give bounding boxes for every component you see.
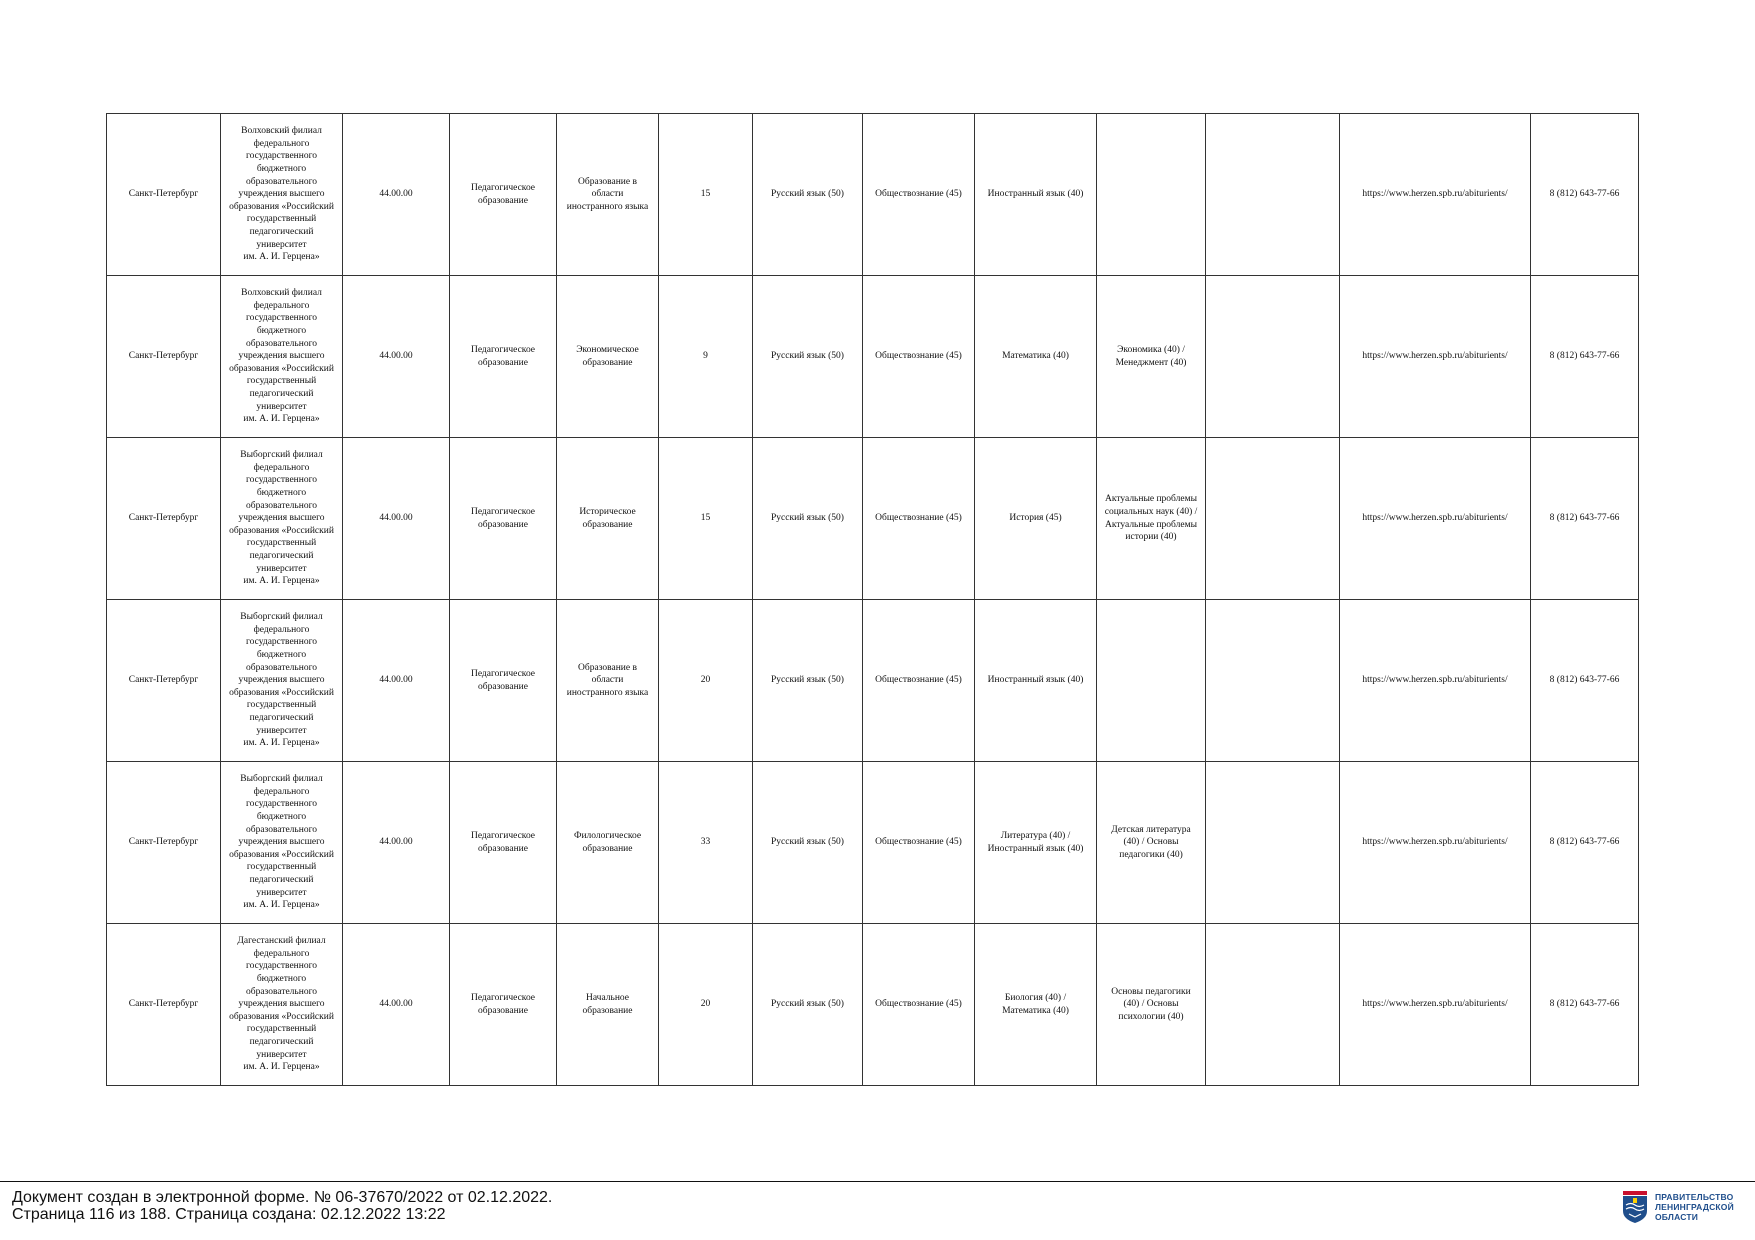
exam2-text: Обществознание (45) [875, 837, 962, 848]
cell-exam3 [975, 438, 1097, 600]
table-row [107, 600, 1639, 762]
government-logo [1623, 1191, 1734, 1223]
exam1-text: Русский язык (50) [771, 675, 844, 686]
phone-text: 8 (812) 643-77-66 [1549, 189, 1620, 200]
code-text: 44.00.00 [379, 999, 413, 1010]
exam4-text: Основы педагогики (40) / Основы психологии (40) [1111, 986, 1191, 1022]
cell-url [1340, 114, 1531, 276]
cell-code [343, 924, 450, 1086]
url-text[interactable]: https://www.herzen.spb.ru/abiturients/ [1362, 999, 1508, 1010]
exam1-text: Русский язык (50) [771, 189, 844, 200]
table-row [107, 276, 1639, 438]
exam3-text: История (45) [1009, 513, 1062, 524]
cell-phone [1531, 600, 1639, 762]
admissions-table [106, 113, 1639, 1086]
exam2-text: Обществознание (45) [875, 513, 962, 524]
phone-text: 8 (812) 643-77-66 [1549, 351, 1620, 362]
field-text: Педагогическое образование [470, 344, 536, 368]
cell-exam2 [863, 600, 975, 762]
cell-code [343, 438, 450, 600]
phone-text: 8 (812) 643-77-66 [1549, 513, 1620, 524]
cell-exam3 [975, 114, 1097, 276]
document-footer [12, 1189, 552, 1223]
cell-exam1 [753, 438, 863, 600]
places-text: 33 [700, 837, 711, 848]
exam2-text: Обществознание (45) [875, 675, 962, 686]
city-text: Санкт-Петербург [128, 837, 199, 848]
code-text: 44.00.00 [379, 675, 413, 686]
code-text: 44.00.00 [379, 351, 413, 362]
cell-field [450, 438, 557, 600]
cell-exam1 [753, 762, 863, 924]
cell-places [659, 114, 753, 276]
table-body [107, 114, 1639, 1086]
coat-of-arms-icon [1623, 1191, 1647, 1223]
cell-city [107, 276, 221, 438]
institution-text: Выборгский филиал федерального государственного бюджетного образовательного учреждения высшего образования «Российский государственный педагогический университет им. А. И. Герцена» [229, 450, 334, 587]
cell-exam3 [975, 600, 1097, 762]
city-text: Санкт-Петербург [128, 351, 199, 362]
cell-code [343, 114, 450, 276]
cell-exam1 [753, 276, 863, 438]
url-text[interactable]: https://www.herzen.spb.ru/abiturients/ [1362, 675, 1508, 686]
institution-text: Волховский филиал федерального государственного бюджетного образовательного учреждения высшего образования «Российский государственный педагогический университет им. А. И. Герцена» [229, 288, 334, 425]
field-text: Педагогическое образование [470, 182, 536, 206]
exam3-text: Математика (40) [1002, 351, 1069, 362]
code-text: 44.00.00 [379, 837, 413, 848]
program-text: Экономическое образование [576, 344, 639, 368]
cell-exam3 [975, 762, 1097, 924]
field-text: Педагогическое образование [470, 830, 536, 854]
places-text: 20 [700, 999, 711, 1010]
cell-exam4 [1097, 762, 1206, 924]
cell-extra [1206, 114, 1340, 276]
cell-phone [1531, 762, 1639, 924]
cell-exam2 [863, 438, 975, 600]
code-text: 44.00.00 [379, 513, 413, 524]
cell-city [107, 114, 221, 276]
cell-city [107, 762, 221, 924]
city-text: Санкт-Петербург [128, 999, 199, 1010]
cell-program [557, 114, 659, 276]
cell-institution [221, 924, 343, 1086]
cell-field [450, 600, 557, 762]
exam4-text: Детская литература (40) / Основы педагогики (40) [1111, 824, 1191, 860]
cell-phone [1531, 114, 1639, 276]
cell-field [450, 276, 557, 438]
cell-program [557, 924, 659, 1086]
cell-code [343, 762, 450, 924]
cell-code [343, 600, 450, 762]
cell-exam4 [1097, 438, 1206, 600]
places-text: 9 [703, 351, 708, 362]
cell-field [450, 924, 557, 1086]
cell-program [557, 276, 659, 438]
cell-city [107, 438, 221, 600]
places-text: 20 [700, 675, 711, 686]
field-text: Педагогическое образование [470, 668, 536, 692]
exam1-text: Русский язык (50) [771, 351, 844, 362]
cell-url [1340, 276, 1531, 438]
url-text[interactable]: https://www.herzen.spb.ru/abiturients/ [1362, 513, 1508, 524]
exam3-text: Иностранный язык (40) [987, 675, 1084, 686]
cell-exam1 [753, 600, 863, 762]
logo-line-2: ЛЕНИНГРАДСКОЙ [1655, 1202, 1734, 1212]
cell-extra [1206, 600, 1340, 762]
cell-code [343, 276, 450, 438]
code-text: 44.00.00 [379, 189, 413, 200]
cell-places [659, 600, 753, 762]
cell-program [557, 438, 659, 600]
phone-text: 8 (812) 643-77-66 [1549, 675, 1620, 686]
cell-exam2 [863, 114, 975, 276]
program-text: Филологическое образование [573, 830, 642, 854]
table-row [107, 924, 1639, 1086]
places-text: 15 [700, 189, 711, 200]
phone-text: 8 (812) 643-77-66 [1549, 837, 1620, 848]
cell-url [1340, 762, 1531, 924]
table-row [107, 762, 1639, 924]
cell-url [1340, 600, 1531, 762]
logo-line-3: ОБЛАСТИ [1655, 1212, 1699, 1222]
cell-url [1340, 924, 1531, 1086]
cell-field [450, 114, 557, 276]
cell-places [659, 762, 753, 924]
cell-institution [221, 600, 343, 762]
cell-program [557, 600, 659, 762]
exam1-text: Русский язык (50) [771, 513, 844, 524]
cell-institution [221, 438, 343, 600]
program-text: Историческое образование [579, 506, 636, 530]
cell-exam3 [975, 276, 1097, 438]
cell-institution [221, 276, 343, 438]
logo-text [1655, 1192, 1734, 1222]
cell-extra [1206, 762, 1340, 924]
cell-exam2 [863, 762, 975, 924]
footer-page-info: Страница 116 из 188. Страница создана: 02.12.2022 13:22 [12, 1206, 446, 1223]
field-text: Педагогическое образование [470, 992, 536, 1016]
places-text: 15 [700, 513, 711, 524]
cell-exam2 [863, 924, 975, 1086]
footer-document-info: Документ создан в электронной форме. № 06-37670/2022 от 02.12.2022. [12, 1189, 553, 1206]
cell-extra [1206, 924, 1340, 1086]
cell-exam3 [975, 924, 1097, 1086]
cell-exam4 [1097, 600, 1206, 762]
cell-phone [1531, 924, 1639, 1086]
logo-line-1: ПРАВИТЕЛЬСТВО [1655, 1192, 1734, 1202]
table-row [107, 114, 1639, 276]
exam4-text: Актуальные проблемы социальных наук (40) / Актуальные проблемы истории (40) [1104, 494, 1198, 543]
exam3-text: Литература (40) / Иностранный язык (40) [987, 830, 1084, 854]
exam1-text: Русский язык (50) [771, 999, 844, 1010]
url-text[interactable]: https://www.herzen.spb.ru/abiturients/ [1362, 189, 1508, 200]
exam1-text: Русский язык (50) [771, 837, 844, 848]
exam3-text: Иностранный язык (40) [987, 189, 1084, 200]
phone-text: 8 (812) 643-77-66 [1549, 999, 1620, 1010]
exam2-text: Обществознание (45) [875, 999, 962, 1010]
city-text: Санкт-Петербург [128, 513, 199, 524]
institution-text: Волховский филиал федерального государственного бюджетного образовательного учреждения высшего образования «Российский государственный педагогический университет им. А. И. Герцена» [229, 126, 334, 263]
field-text: Педагогическое образование [470, 506, 536, 530]
exam4-text: Экономика (40) / Менеджмент (40) [1115, 344, 1187, 368]
exam3-text: Биология (40) / Математика (40) [1002, 992, 1069, 1016]
cell-extra [1206, 438, 1340, 600]
cell-exam2 [863, 276, 975, 438]
program-text: Образование в области иностранного языка [566, 176, 649, 212]
url-text[interactable]: https://www.herzen.spb.ru/abiturients/ [1362, 837, 1508, 848]
cell-city [107, 600, 221, 762]
institution-text: Выборгский филиал федерального государственного бюджетного образовательного учреждения высшего образования «Российский государственный педагогический университет им. А. И. Герцена» [229, 774, 334, 911]
institution-text: Выборгский филиал федерального государственного бюджетного образовательного учреждения высшего образования «Российский государственный педагогический университет им. А. И. Герцена» [229, 612, 334, 749]
program-text: Начальное образование [582, 992, 633, 1016]
cell-url [1340, 438, 1531, 600]
cell-exam1 [753, 924, 863, 1086]
cell-program [557, 762, 659, 924]
city-text: Санкт-Петербург [128, 675, 199, 686]
cell-phone [1531, 438, 1639, 600]
exam2-text: Обществознание (45) [875, 351, 962, 362]
cell-places [659, 438, 753, 600]
cell-exam4 [1097, 924, 1206, 1086]
institution-text: Дагестанский филиал федерального государственного бюджетного образовательного учреждения высшего образования «Российский государственный педагогический университет им. А. И. Герцена» [229, 936, 334, 1073]
footer-divider [0, 1181, 1755, 1182]
cell-institution [221, 114, 343, 276]
cell-extra [1206, 276, 1340, 438]
cell-exam1 [753, 114, 863, 276]
cell-exam4 [1097, 114, 1206, 276]
cell-phone [1531, 276, 1639, 438]
program-text: Образование в области иностранного языка [566, 662, 649, 698]
cell-city [107, 924, 221, 1086]
cell-field [450, 762, 557, 924]
city-text: Санкт-Петербург [128, 189, 199, 200]
table-row [107, 438, 1639, 600]
cell-institution [221, 762, 343, 924]
url-text[interactable]: https://www.herzen.spb.ru/abiturients/ [1362, 351, 1508, 362]
cell-places [659, 276, 753, 438]
exam2-text: Обществознание (45) [875, 189, 962, 200]
cell-exam4 [1097, 276, 1206, 438]
cell-places [659, 924, 753, 1086]
